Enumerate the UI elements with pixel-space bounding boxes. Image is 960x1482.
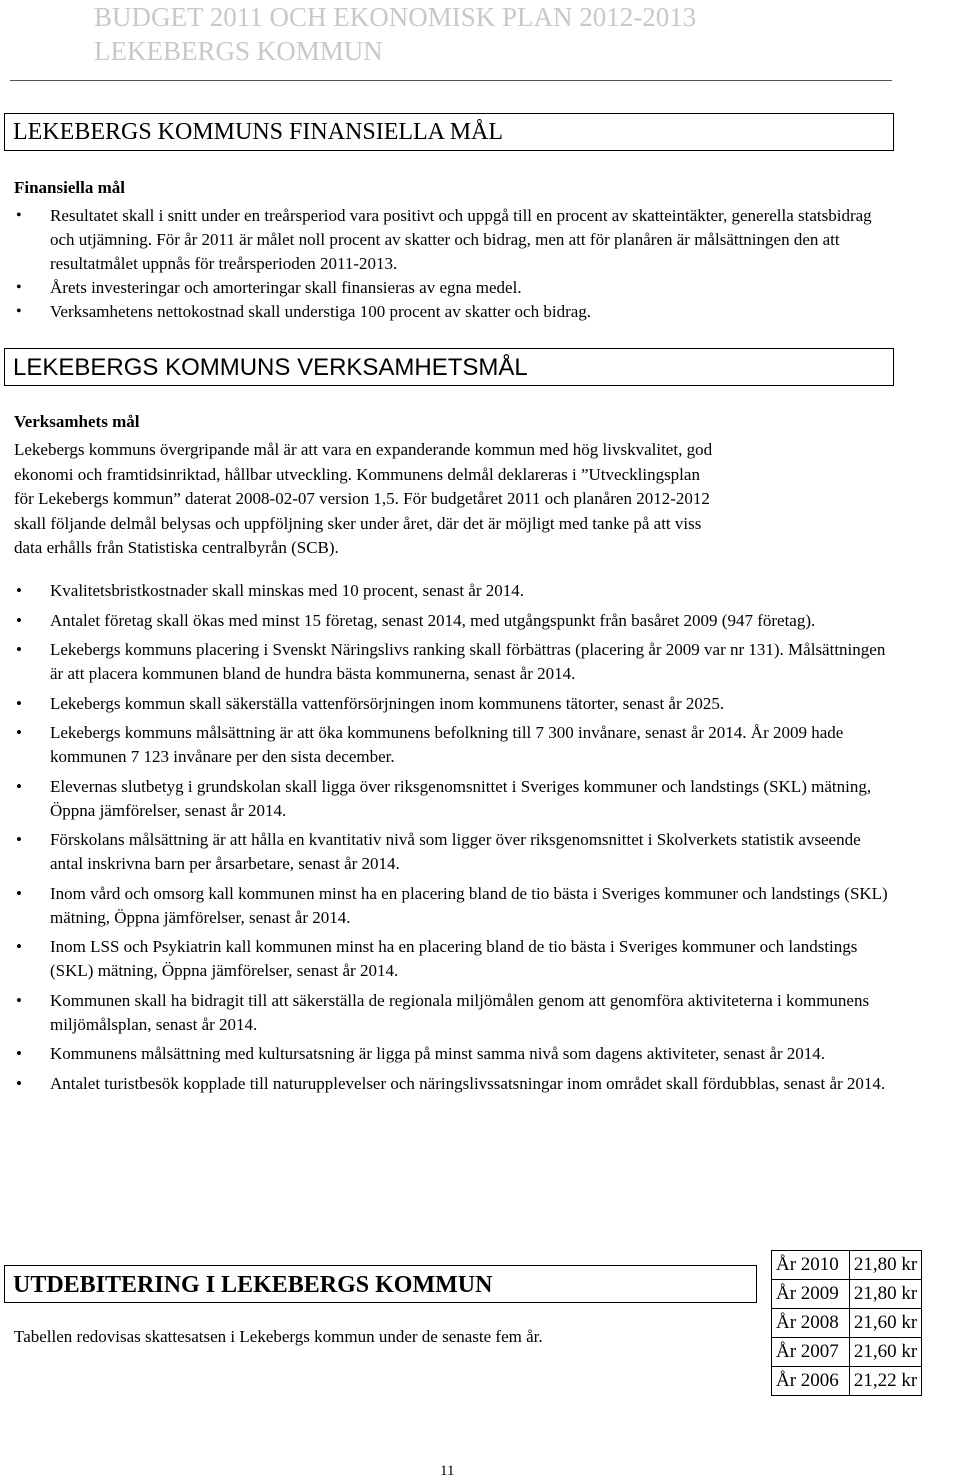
paragraph-line: skall följande delmål belysas och uppföljning sker under året, där det är möjligt med tanke på att viss <box>14 513 702 533</box>
table-cell-year: År 2006 <box>772 1367 850 1396</box>
table-row <box>772 1338 922 1367</box>
paragraph-line: data erhålls från Statistiska centralbyrån (SCB). <box>14 538 339 557</box>
table-cell-year: År 2010 <box>772 1251 850 1280</box>
activity-goal-item: • Lekebergs kommuns placering i Svenskt Näringslivs ranking skall förbättras (placering år 2009 var nr 131). Målsättningen är att placera kommunen bland de hundra bästa kommunerna, senast år 2014. <box>14 638 894 686</box>
tax-table-note: Tabellen redovisas skattesatsen i Lekebergs kommun under de senaste fem år. <box>14 1327 543 1346</box>
activity-goal-item: • Lekebergs kommuns målsättning är att öka kommunens befolkning till 7 300 invånare, senast år 2014. År 2009 hade kommunen 7 123 invånare per den sista december. <box>14 721 894 769</box>
activity-goal-item: • Antalet turistbesök kopplade till naturupplevelser och näringslivssatsningar inom området skall fördubblas, senast år 2014. <box>14 1072 894 1096</box>
table-cell-rate: 21,80 kr <box>849 1280 921 1309</box>
financial-section-title: LEKEBERGS KOMMUNS FINANSIELLA MÅL <box>4 113 894 151</box>
financial-goal-item: • Årets investeringar och amorteringar skall finansieras av egna medel. <box>14 276 884 300</box>
tax-section-title: UTDEBITERING I LEKEBERGS KOMMUN <box>4 1265 757 1303</box>
header-title: BUDGET 2011 OCH EKONOMISK PLAN 2012-2013 <box>94 2 697 32</box>
activity-intro-paragraph <box>14 438 892 561</box>
table-cell-year: År 2009 <box>772 1280 850 1309</box>
activity-goal-item: • Kvalitetsbristkostnader skall minskas med 10 procent, senast år 2014. <box>14 579 894 603</box>
paragraph-line: ekonomi och framtidsinriktad, hållbar utveckling. Kommunens delmål deklareras i ”Utvecklingsplan <box>14 464 700 484</box>
activity-goal-item: • Kommunens målsättning med kultursatsning är ligga på minst samma nivå som dagens aktiviteter, senast år 2014. <box>14 1042 894 1066</box>
table-cell-rate: 21,60 kr <box>849 1309 921 1338</box>
activity-goal-item: • Lekebergs kommun skall säkerställa vattenförsörjningen inom kommunens tätorter, senast år 2025. <box>14 692 894 716</box>
activity-subtitle: Verksamhets mål <box>14 412 140 431</box>
tax-rate-table <box>771 1250 922 1396</box>
activity-goal-item: • Inom LSS och Psykiatrin kall kommunen minst ha en placering bland de tio bästa i Sveriges kommuner och landstings (SKL) mätning, Öppna jämförelser, senast år 2014. <box>14 935 894 983</box>
activity-goal-item: • Förskolans målsättning är att hålla en kvantitativ nivå som ligger över riksgenomsnittet i Skolverkets statistik avseende antal inskrivna barn per årsarbetare, senast år 2014. <box>14 828 894 876</box>
paragraph-line: för Lekebergs kommun” daterat 2008-02-07 version 1,5. För budgetåret 2011 och planåren 2012-2012 <box>14 489 710 508</box>
activity-goal-item: • Elevernas slutbetyg i grundskolan skall ligga över riksgenomsnittet i Sveriges kommuner och landstings (SKL) mätning, Öppna jämförelser, senast år 2014. <box>14 775 894 823</box>
header-divider <box>10 80 892 81</box>
document-header <box>94 0 696 68</box>
activity-goal-item: • Kommunen skall ha bidragit till att säkerställa de regionala miljömålen genom att genomföra aktiviteterna i kommunens miljömålsplan, senast år 2014. <box>14 989 894 1037</box>
header-subtitle: LEKEBERGS KOMMUN <box>94 36 383 66</box>
table-row <box>772 1280 922 1309</box>
financial-goal-item: • Resultatet skall i snitt under en treårsperiod vara positivt och uppgå till en procent av skatteintäkter, generella statsbidrag och utjämning. För år 2011 är målet noll procent av skatter och bidrag, men att för planåren är målsättningen den att resultatmålet uppnås för treårsperioden 2011-2013. <box>14 204 884 276</box>
table-cell-rate: 21,80 kr <box>849 1251 921 1280</box>
activity-goal-item: • Inom vård och omsorg kall kommunen minst ha en placering bland de tio bästa i Sveriges kommuner och landstings (SKL) mätning, Öppna jämförelser, senast år 2014. <box>14 882 894 930</box>
table-cell-year: År 2007 <box>772 1338 850 1367</box>
activity-goal-item: • Antalet företag skall ökas med minst 15 företag, senast 2014, med utgångspunkt från basåret 2009 (947 företag). <box>14 609 894 633</box>
page-number: 11 <box>440 1463 455 1479</box>
financial-goals-list <box>14 204 884 324</box>
activity-section-title: LEKEBERGS KOMMUNS VERKSAMHETSMÅL <box>4 348 894 386</box>
table-cell-year: År 2008 <box>772 1309 850 1338</box>
table-row <box>772 1309 922 1338</box>
paragraph-line: Lekebergs kommuns övergripande mål är att vara en expanderande kommun med hög livskvalitet, god <box>14 440 713 459</box>
table-row <box>772 1367 922 1396</box>
financial-subtitle: Finansiella mål <box>14 178 125 197</box>
table-row <box>772 1251 922 1280</box>
table-cell-rate: 21,60 kr <box>849 1338 921 1367</box>
table-cell-rate: 21,22 kr <box>849 1367 921 1396</box>
financial-goal-item: • Verksamhetens nettokostnad skall understiga 100 procent av skatter och bidrag. <box>14 300 884 324</box>
activity-goals-list <box>14 579 894 1101</box>
